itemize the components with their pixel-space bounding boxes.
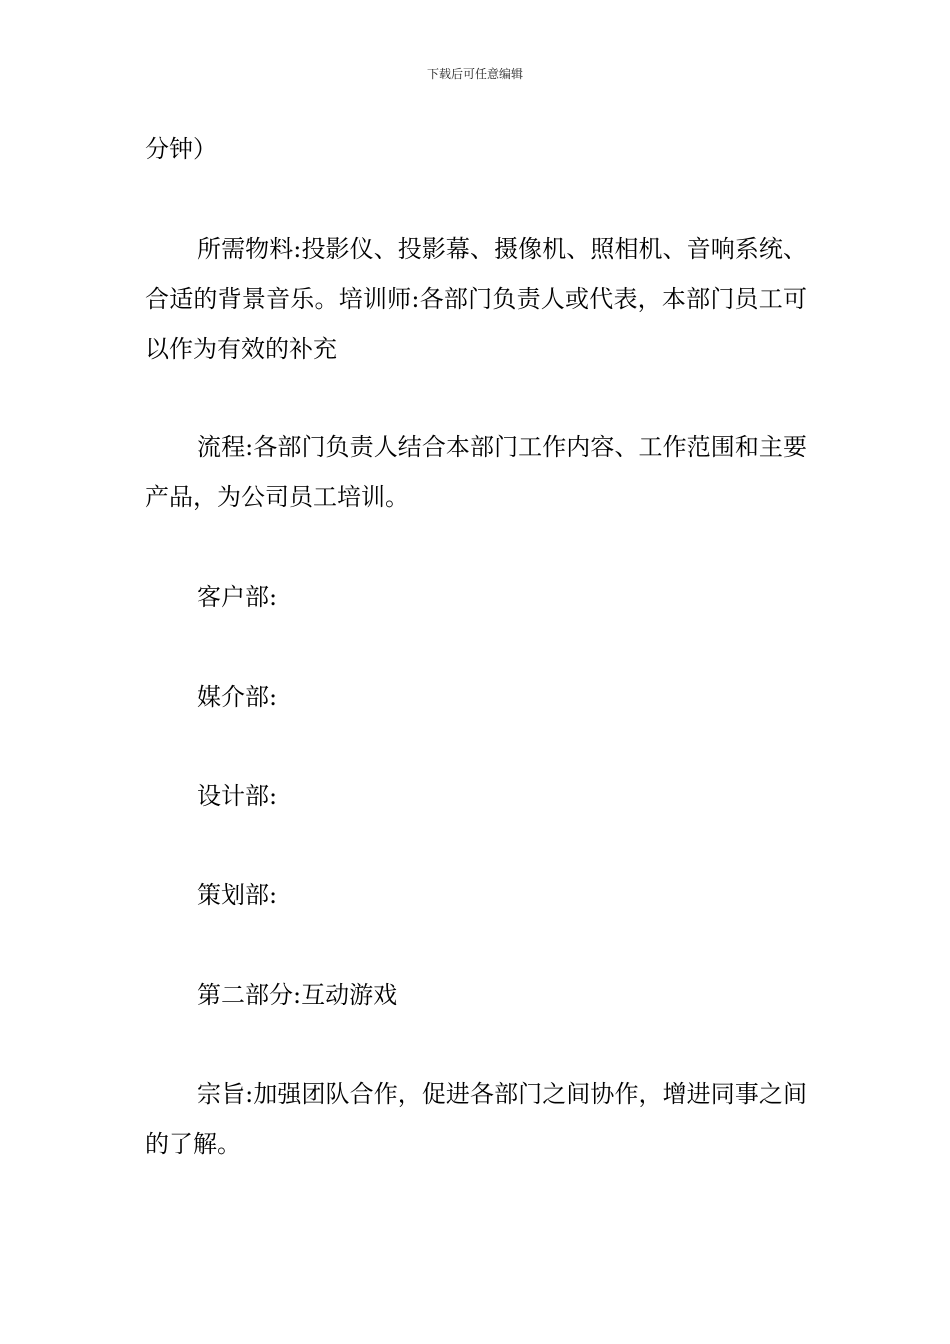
- paragraph-media-dept: 媒介部:: [197, 683, 278, 711]
- paragraph-process: 流程:各部门负责人结合本部门工作内容、工作范围和主要产品，为公司员工培训。: [145, 433, 807, 511]
- paragraph-continuation: 分钟）: [145, 135, 217, 163]
- section-heading-part-two: 第二部分:互动游戏: [197, 981, 398, 1009]
- paragraph-client-dept: 客户部:: [197, 583, 278, 611]
- paragraph-materials-trainer: 所需物料:投影仪、投影幕、摄像机、照相机、音响系统、合适的背景音乐。培训师:各部门负责人或代表，本部门员工可以作为有效的补充: [145, 235, 807, 363]
- paragraph-design-dept: 设计部:: [197, 782, 278, 810]
- paragraph-planning-dept: 策划部:: [197, 881, 278, 909]
- paragraph-purpose: 宗旨:加强团队合作，促进各部门之间协作，增进同事之间的了解。: [145, 1080, 807, 1158]
- page-header: 下载后可任意编辑: [426, 67, 523, 81]
